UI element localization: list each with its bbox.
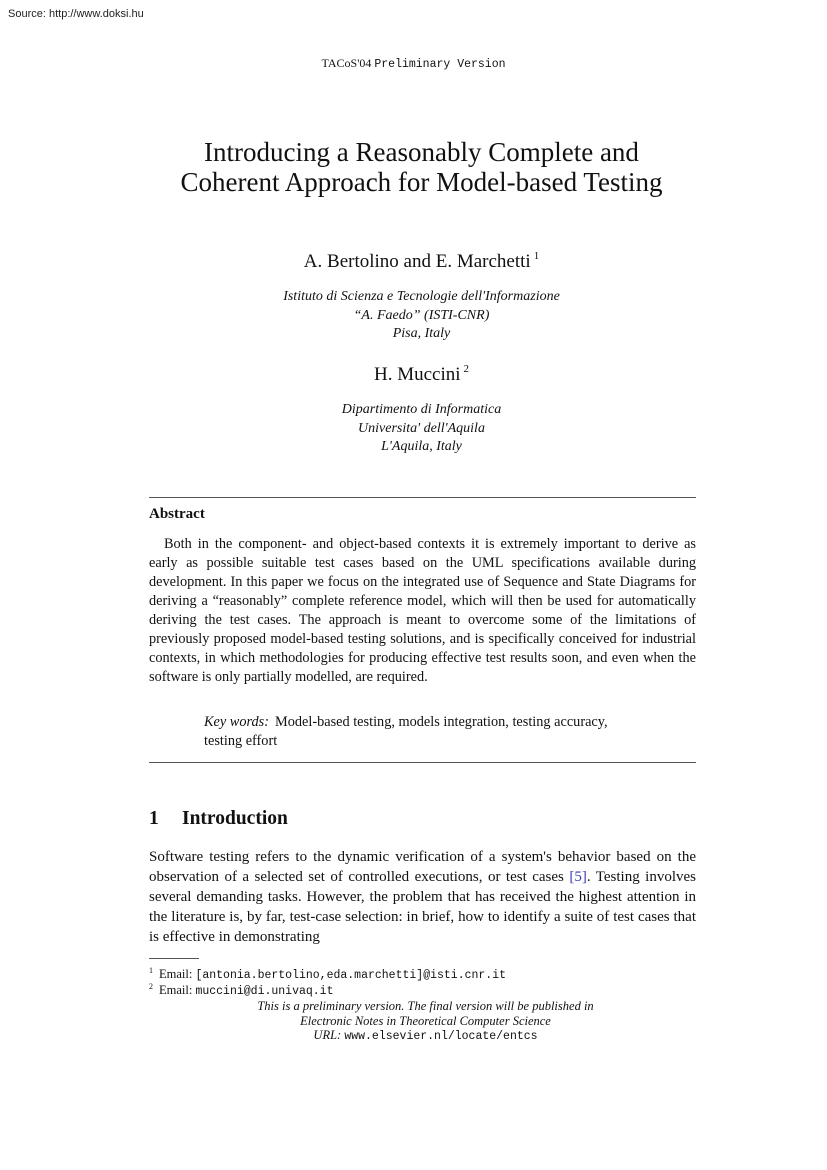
title-line-1: Introducing a Reasonably Complete and: [204, 137, 639, 167]
author-names: H. Muccini: [373, 364, 461, 385]
author-group-1: [0, 250, 827, 273]
affiliation-line: Istituto di Scienza e Tecnologie dell'Informazione: [283, 289, 560, 304]
citation-link[interactable]: [5]: [569, 869, 587, 885]
version-label: Preliminary Version: [374, 58, 506, 71]
prelim-url-line: [0, 1028, 827, 1045]
section-title: Introduction: [182, 808, 288, 829]
footnote-mark: 1: [533, 250, 540, 262]
introduction-text: [149, 847, 696, 947]
affiliation-2: [0, 401, 827, 457]
abstract-bottom-rule: [149, 762, 696, 763]
footnote-mark: 2: [463, 363, 470, 375]
author-group-2: [0, 363, 827, 386]
keywords-label: Key words:: [204, 714, 269, 730]
abstract-text: Both in the component- and object-based contexts it is extremely important to derive as early as possible suitable test cases based on the UML specifications available during development. In this paper we focus on the integrated use of Sequence and State Diagrams for deriving a “reasonably” complete reference model, which will then be used for automatically deriving the test cases. The approach is meant to overcome some of the limitations of previously proposed model-based testing solutions, and is specifically conceived for industrial contexts, in which methodologies for producing effective test results soon, and even when the software is only partially modelled, are required.: [149, 536, 696, 685]
section-number: 1: [149, 808, 159, 829]
paper-title: [0, 137, 827, 197]
abstract-heading: Abstract: [149, 506, 205, 522]
url-label: URL:: [313, 1028, 342, 1042]
preliminary-note: [0, 999, 827, 1045]
venue-label: TACoS'04: [321, 56, 372, 70]
keywords-list: Model-based testing, models integration, testing accuracy, testing effort: [204, 714, 608, 749]
affiliation-line: L'Aquila, Italy: [381, 439, 462, 454]
footnote-2: [149, 979, 333, 1000]
url-link[interactable]: www.elsevier.nl/locate/entcs: [344, 1030, 538, 1043]
footnote-email: [antonia.bertolino,eda.marchetti]@isti.cnr.it: [195, 969, 507, 982]
affiliation-line: Pisa, Italy: [392, 326, 451, 341]
author-names: A. Bertolino and E. Marchetti: [303, 251, 531, 272]
footnote-mark: 1: [149, 966, 153, 975]
affiliation-1: [0, 288, 827, 344]
intro-text-part: Software testing refers to the dynamic verification of a system's behavior based on the observation of a selected set of controlled executions, or test cases: [149, 849, 696, 885]
keywords: [204, 713, 634, 751]
prelim-line: Electronic Notes in Theoretical Computer Science: [300, 1013, 551, 1028]
running-header: [0, 56, 827, 71]
prelim-line: This is a preliminary version. The final version will be published in: [257, 999, 594, 1013]
footnote-rule: [149, 958, 199, 959]
affiliation-line: Universita' dell'Aquila: [358, 420, 485, 436]
footnote-mark: 2: [149, 982, 153, 991]
abstract-top-rule: [149, 497, 696, 498]
affiliation-line: “A. Faedo” (ISTI-CNR): [353, 307, 490, 323]
title-line-2: Coherent Approach for Model-based Testing: [180, 167, 663, 197]
footnote-label: Email:: [159, 983, 193, 997]
intro-text-part: . Testing involves several demanding tasks. However, the problem that has received the highest attention in the literature is, by far, test-case selection: in brief, how to identify a suite of test cases that is effective in demonstrating: [149, 869, 696, 945]
footnote-label: Email:: [159, 967, 193, 981]
section-heading: [149, 808, 288, 830]
footnote-email: muccini@di.univaq.it: [195, 985, 334, 998]
source-url: Source: http://www.doksi.hu: [8, 8, 144, 20]
affiliation-line: Dipartimento di Informatica: [341, 402, 502, 417]
